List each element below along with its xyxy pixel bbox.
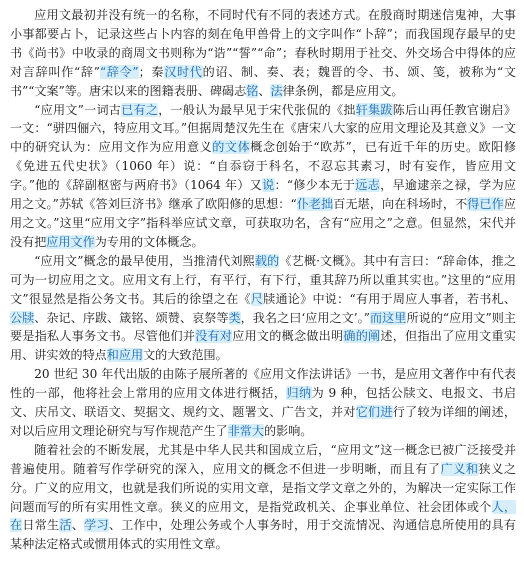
text-run: 行了较为详细的阐述，对以后应用文理论研究与写作规范产生了 [10, 405, 516, 438]
text-run: 随着社会的不断发展，尤其是中华人民共和国成立后，“应用文”这一概念已被广泛接受并普遍使用。随着写作学研究的深入，应用文的概念不但进一步明晰，而且有了 [10, 442, 516, 476]
text-run: 陈后山再任教官谢启》一文：“骈四俪六，特应用文耳。”但据周楚汉先生在《唐宋八大家的应用文理论及其意义》一文中的研究认为：应用文作为应用意义 [10, 102, 516, 155]
text-run: 述，但指出了应用文重实用、讲实效的特点 [10, 329, 516, 363]
text-run: 的诏、制、奏、表；魏晋的令、书、颂、笺，被称为“文书”“文案”等。唐宋以来的图籍表册、碑碣志 [10, 64, 516, 98]
text-run: 《艺概·文概》。其中有言曰：“辞命体，推之可为一切应用之文。应用文有上行，有平行，有下行，重其辞乃所以重其实也。”这里的“应用文”很显然是指公务文书。其后的徐望之在《 [10, 253, 516, 306]
highlighted-text: 类 [228, 310, 241, 325]
highlighted-text: 汉时代 [164, 64, 203, 79]
body-paragraph [10, 365, 516, 441]
highlighted-text: 应用文作 [46, 234, 95, 249]
highlighted-text: 法 [270, 83, 283, 98]
text-run: 为专用的文体概念。 [94, 234, 204, 249]
highlighted-text: “辞令” [99, 64, 139, 79]
body-paragraph [10, 101, 516, 252]
text-run: 狭义之分。广义的应用文，也就是我们所说的实用文章，是指文学文章之外的，为解决一定实际工作问题而写的所有实用性文章。狭义的应用文，是指党政机关、企事业单位、社会团体或个 [10, 461, 516, 514]
body-paragraph [10, 252, 516, 365]
text-run: 20 世纪 30 年代出版的由陈子展所著的《应用文作法讲话》一书，是应用文著作中有代表性的一部，他将社会上常用的应用文体进行概括， [10, 367, 516, 401]
text-run: ；秦 [138, 64, 165, 79]
highlighted-text: 得已作 [467, 197, 504, 212]
highlighted-text: 已有之 [121, 102, 159, 117]
highlighted-text: 广义和 [440, 461, 479, 476]
text-run: 应用文最初并没有统一的名称，不同时代有不同的表述方式。在殷商时期迷信鬼神，大事小事都要占卜，记录这些占卜内容的刻在龟甲兽骨上的文字叫作“卜辞”；而我国现存最早的史书《尚书》中收录的商周文书则称为“诰”“誓”“命”；春秋时期用于社交、外交场合中得体的应对言辞叫作“辞” [10, 8, 516, 79]
highlighted-text: 仆老拙 [296, 197, 334, 212]
highlighted-text: 非常大 [227, 423, 264, 438]
text-run: ：“修少本无于 [274, 178, 356, 193]
highlighted-text: 而这里 [369, 310, 407, 325]
text-run: 百无堪，向在科场时，不 [333, 197, 468, 212]
highlighted-text: 轩集跋 [355, 102, 393, 117]
highlighted-text: 归纳 [286, 386, 312, 401]
text-run: 文的大致范围。 [143, 348, 228, 363]
text-run: 、杂记、序跋、箴铭、颂赞、哀祭等 [34, 310, 229, 325]
text-run: ，一般认为最早见于宋代张侃的《拙 [158, 102, 356, 117]
highlighted-text: 的文体 [212, 140, 251, 155]
text-run: 律条例，都是应用文。 [282, 83, 404, 98]
highlighted-text: 和应用 [106, 348, 144, 363]
highlighted-text: 远志 [355, 178, 381, 193]
highlighted-text: 人，在 [10, 499, 516, 533]
highlighted-text: 学习 [84, 518, 109, 533]
text-run: 日常生 [22, 518, 60, 533]
text-run: ，早逾逮亲之禄，学为应用之文。”苏轼《答刘巨济书》继承了欧阳修的思想：“ [10, 178, 516, 212]
text-run: 、 [258, 83, 271, 98]
text-run: 为 9 种，包括公牍文、电报文、书启文、庆吊文、联语文、契据文、规约文、题署文、广告文，并对 [10, 386, 516, 420]
highlighted-text: 确的阐 [343, 329, 381, 344]
text-run: “应用文”概念的最早使用，当推清代刘熙 [34, 253, 255, 268]
highlighted-text: 没有对 [195, 329, 233, 344]
text-run: “应用文”一词古 [34, 102, 122, 117]
highlighted-text: 载的 [254, 253, 280, 268]
text-run: 应用文的概念做出明 [232, 329, 344, 344]
text-run: 概念创始于“欧苏”，已有近千年的历史。欧阳修《免进五代史状》（1060 年）说：“自忝窃于科名，不忍忘其素习，时有妄作，皆应用文字。”他的《辞副枢密与两府书》（1064 年）又 [10, 140, 516, 193]
body-paragraph [10, 441, 516, 554]
text-run: 、工作中，处理公务或个人事务时，用于交流情况、沟通信息所使用的具有某种法定格式或惯用体式的实用性文章。 [10, 518, 516, 552]
highlighted-text: 铭 [246, 83, 259, 98]
text-run: 应用之文。”这里“应用文字”指科举应试文章，可获取功名，含有“应用之”之意。但显然，宋代并没有把 [10, 197, 516, 249]
text-run: ，我名之曰‘应用之文’。” [240, 310, 370, 325]
highlighted-text: 活 [59, 518, 72, 533]
text-run: 所说的“应用文”则主要是指私人事务文书。尽管他们并 [10, 310, 516, 344]
text-run: 、 [71, 518, 85, 533]
highlighted-text: 公牍 [10, 310, 35, 325]
highlighted-text: 说 [262, 178, 275, 193]
body-paragraph [10, 6, 516, 101]
highlighted-text: 尺 [250, 291, 264, 306]
text-run: 牍通论》中说：“有用于周应人事者，若书札、 [263, 291, 516, 306]
highlighted-text: 它们进 [355, 405, 393, 420]
text-run: 的影响。 [264, 423, 313, 438]
